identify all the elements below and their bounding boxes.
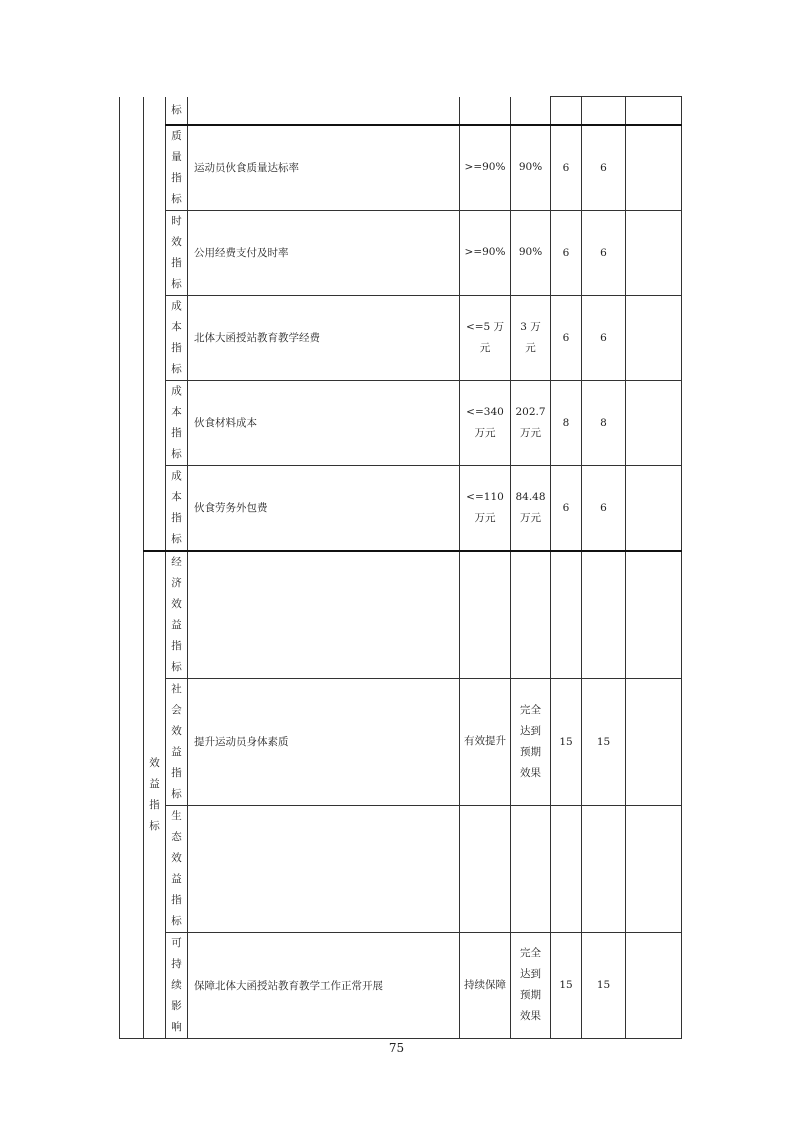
score-cell [582, 97, 626, 125]
category-char: 成 [171, 384, 182, 397]
score-cell [582, 551, 626, 679]
actual-value-cell [511, 551, 551, 679]
indicator-name-cell: 伙食劳务外包费 [188, 465, 460, 551]
target-value-cell: >=90% [460, 210, 511, 295]
indicator-category-cell [166, 932, 188, 1038]
actual-value-cell: 90% [511, 125, 551, 211]
category-char: 指 [171, 893, 182, 906]
weight-cell: 6 [551, 125, 582, 211]
category-char: 续 [171, 978, 182, 991]
target-value-cell: 持续保障 [460, 932, 511, 1038]
outer-category-cell [120, 97, 144, 1039]
indicator-category-cell [166, 295, 188, 380]
page-number: 75 [388, 1041, 405, 1055]
category-char: 效 [171, 851, 182, 864]
indicator-category-cell [166, 551, 188, 679]
target-value-cell: 有效提升 [460, 678, 511, 805]
output-group-cell [144, 97, 166, 551]
category-char: 标 [171, 787, 182, 800]
remark-cell [626, 97, 682, 125]
indicator-category-cell [166, 678, 188, 805]
category-char: 标 [171, 532, 182, 545]
score-cell: 15 [582, 932, 626, 1038]
indicator-category-cell [166, 210, 188, 295]
indicator-name-cell: 伙食材料成本 [188, 380, 460, 465]
indicator-name-cell: 运动员伙食质量达标率 [188, 125, 460, 211]
indicator-category-cell [166, 465, 188, 551]
actual-value-cell [511, 97, 551, 125]
weight-cell [551, 551, 582, 679]
indicator-category-cell [166, 125, 188, 211]
actual-value-cell: 完全达到预期效果 [511, 932, 551, 1038]
category-char: 时 [171, 214, 182, 227]
category-char: 效 [171, 724, 182, 737]
category-char: 标 [171, 103, 182, 116]
indicator-name-cell: 提升运动员身体素质 [188, 678, 460, 805]
category-char: 量 [171, 150, 182, 163]
table-row [120, 465, 682, 551]
score-cell: 6 [582, 295, 626, 380]
group-label-char: 益 [149, 777, 160, 790]
category-char: 质 [171, 129, 182, 142]
table-row [120, 932, 682, 1038]
indicator-name-cell: 保障北体大函授站教育教学工作正常开展 [188, 932, 460, 1038]
table-row [120, 678, 682, 805]
remark-cell [626, 125, 682, 211]
score-cell [582, 805, 626, 932]
category-char: 指 [171, 171, 182, 184]
remark-cell [626, 295, 682, 380]
group-label-char: 指 [149, 798, 160, 811]
category-char: 效 [171, 597, 182, 610]
remark-cell [626, 678, 682, 805]
remark-cell [626, 380, 682, 465]
indicator-name-cell [188, 97, 460, 125]
actual-value-cell: 202.7 万元 [511, 380, 551, 465]
category-char: 指 [171, 426, 182, 439]
weight-cell: 15 [551, 932, 582, 1038]
target-value-cell: >=90% [460, 125, 511, 211]
indicator-category-cell [166, 805, 188, 932]
table-row [120, 805, 682, 932]
group-label-char: 效 [149, 756, 160, 769]
weight-cell [551, 97, 582, 125]
category-char: 济 [171, 576, 182, 589]
category-char: 影 [171, 999, 182, 1012]
table-row [120, 380, 682, 465]
category-char: 标 [171, 192, 182, 205]
category-char: 益 [171, 745, 182, 758]
score-cell: 8 [582, 380, 626, 465]
table-row [120, 97, 682, 125]
category-char: 生 [171, 809, 182, 822]
score-cell: 6 [582, 465, 626, 551]
performance-indicator-table [119, 96, 682, 1039]
actual-value-cell: 90% [511, 210, 551, 295]
table-row [120, 125, 682, 211]
category-char: 指 [171, 511, 182, 524]
category-char: 指 [171, 639, 182, 652]
indicator-name-cell: 北体大函授站教育教学经费 [188, 295, 460, 380]
remark-cell [626, 465, 682, 551]
target-value-cell: <=110 万元 [460, 465, 511, 551]
indicator-category-cell [166, 97, 188, 125]
category-char: 益 [171, 872, 182, 885]
target-value-cell [460, 97, 511, 125]
weight-cell: 15 [551, 678, 582, 805]
score-cell: 6 [582, 210, 626, 295]
category-char: 经 [171, 555, 182, 568]
category-char: 本 [171, 490, 182, 503]
actual-value-cell: 完全达到预期效果 [511, 678, 551, 805]
category-char: 标 [171, 447, 182, 460]
category-char: 指 [171, 256, 182, 269]
weight-cell: 6 [551, 210, 582, 295]
group-label-char: 标 [149, 819, 160, 832]
target-value-cell [460, 805, 511, 932]
target-value-cell: <=5 万元 [460, 295, 511, 380]
category-char: 社 [171, 682, 182, 695]
category-char: 会 [171, 703, 182, 716]
table-row [120, 295, 682, 380]
weight-cell: 6 [551, 465, 582, 551]
remark-cell [626, 210, 682, 295]
indicator-name-cell [188, 805, 460, 932]
target-value-cell [460, 551, 511, 679]
category-char: 指 [171, 766, 182, 779]
weight-cell: 8 [551, 380, 582, 465]
category-char: 本 [171, 320, 182, 333]
remark-cell [626, 932, 682, 1038]
score-cell: 15 [582, 678, 626, 805]
weight-cell: 6 [551, 295, 582, 380]
category-char: 标 [171, 362, 182, 375]
actual-value-cell [511, 805, 551, 932]
score-cell: 6 [582, 125, 626, 211]
category-char: 效 [171, 235, 182, 248]
category-char: 可 [171, 936, 182, 949]
benefit-group-cell [144, 551, 166, 1039]
weight-cell [551, 805, 582, 932]
category-char: 成 [171, 469, 182, 482]
remark-cell [626, 805, 682, 932]
actual-value-cell: 84.48 万元 [511, 465, 551, 551]
category-char: 态 [171, 830, 182, 843]
remark-cell [626, 551, 682, 679]
target-value-cell: <=340 万元 [460, 380, 511, 465]
category-char: 益 [171, 618, 182, 631]
indicator-name-cell [188, 551, 460, 679]
category-char: 本 [171, 405, 182, 418]
indicator-name-cell: 公用经费支付及时率 [188, 210, 460, 295]
category-char: 标 [171, 914, 182, 927]
category-char: 标 [171, 660, 182, 673]
indicator-category-cell [166, 380, 188, 465]
category-char: 响 [171, 1020, 182, 1033]
table-row [120, 551, 682, 679]
category-char: 指 [171, 341, 182, 354]
category-char: 成 [171, 299, 182, 312]
table-row [120, 210, 682, 295]
category-char: 持 [171, 957, 182, 970]
category-char: 标 [171, 277, 182, 290]
actual-value-cell: 3 万元 [511, 295, 551, 380]
